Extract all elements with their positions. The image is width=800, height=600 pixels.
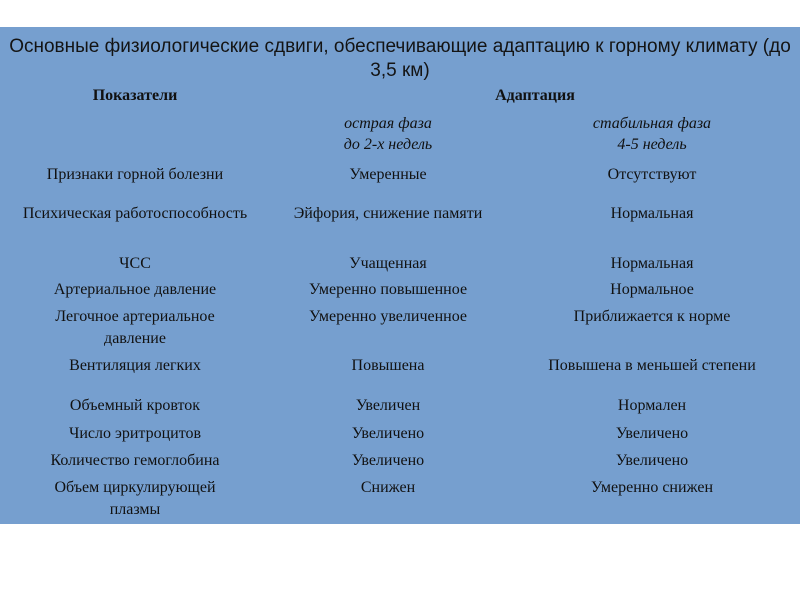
row-5-indicator: Легочное артериальное давление	[55, 308, 215, 347]
row-3-stable: Нормальная	[610, 255, 694, 272]
row-8-indicator: Число эритроцитов	[68, 425, 202, 442]
stable-phase-name: стабильная фаза	[592, 115, 712, 132]
row-6-stable: Повышена в меньшей степени	[548, 357, 756, 374]
row-5-stable: Приближается к норме	[573, 308, 731, 325]
row-10-acute: Снижен	[360, 479, 416, 496]
row-1-acute: Умеренные	[349, 166, 427, 183]
stable-phase-duration: 4-5 недель	[617, 136, 687, 153]
row-4-stable: Нормальное	[610, 281, 694, 298]
row-2-acute: Эйфория, снижение памяти	[293, 205, 483, 222]
row-8-stable: Увеличено	[615, 425, 689, 442]
row-7-indicator: Объемный кровток	[69, 397, 201, 414]
header-stable-phase	[512, 113, 792, 155]
row-9-indicator: Количество гемоглобина	[50, 452, 220, 469]
row-4-indicator: Артериальное давление	[53, 281, 217, 298]
row-3-indicator: ЧСС	[119, 255, 151, 272]
header-acute-phase	[270, 113, 506, 155]
row-10-indicator: Объем циркулирующей плазмы	[54, 479, 216, 518]
row-7-acute: Увеличен	[355, 397, 421, 414]
header-adaptation: Адаптация	[495, 87, 575, 104]
row-2-indicator: Психическая работоспособность	[22, 205, 248, 222]
row-5-acute: Умеренно увеличенное	[308, 308, 468, 325]
row-1-stable: Отсутствуют	[607, 166, 697, 183]
acute-phase-duration: до 2-х недель	[343, 136, 433, 153]
row-3-acute: Учащенная	[349, 255, 427, 272]
row-9-acute: Увеличено	[351, 452, 425, 469]
row-2-stable: Нормальная	[610, 205, 694, 222]
row-8-acute: Увеличено	[351, 425, 425, 442]
row-6-indicator: Вентиляция легких	[69, 357, 201, 374]
row-4-acute: Умеренно повышенное	[308, 281, 468, 298]
table-panel	[0, 27, 800, 524]
row-10-stable: Умеренно снижен	[590, 479, 714, 496]
table-title: Основные физиологические сдвиги, обеспечивающие адаптацию к горному климату (до 3,5 км)	[9, 36, 791, 81]
row-1-indicator: Признаки горной болезни	[46, 166, 224, 183]
row-6-acute: Повышена	[351, 357, 425, 374]
header-indicators: Показатели	[92, 87, 178, 104]
acute-phase-name: острая фаза	[344, 115, 432, 132]
row-7-stable: Нормален	[617, 397, 687, 414]
row-9-stable: Увеличено	[615, 452, 689, 469]
